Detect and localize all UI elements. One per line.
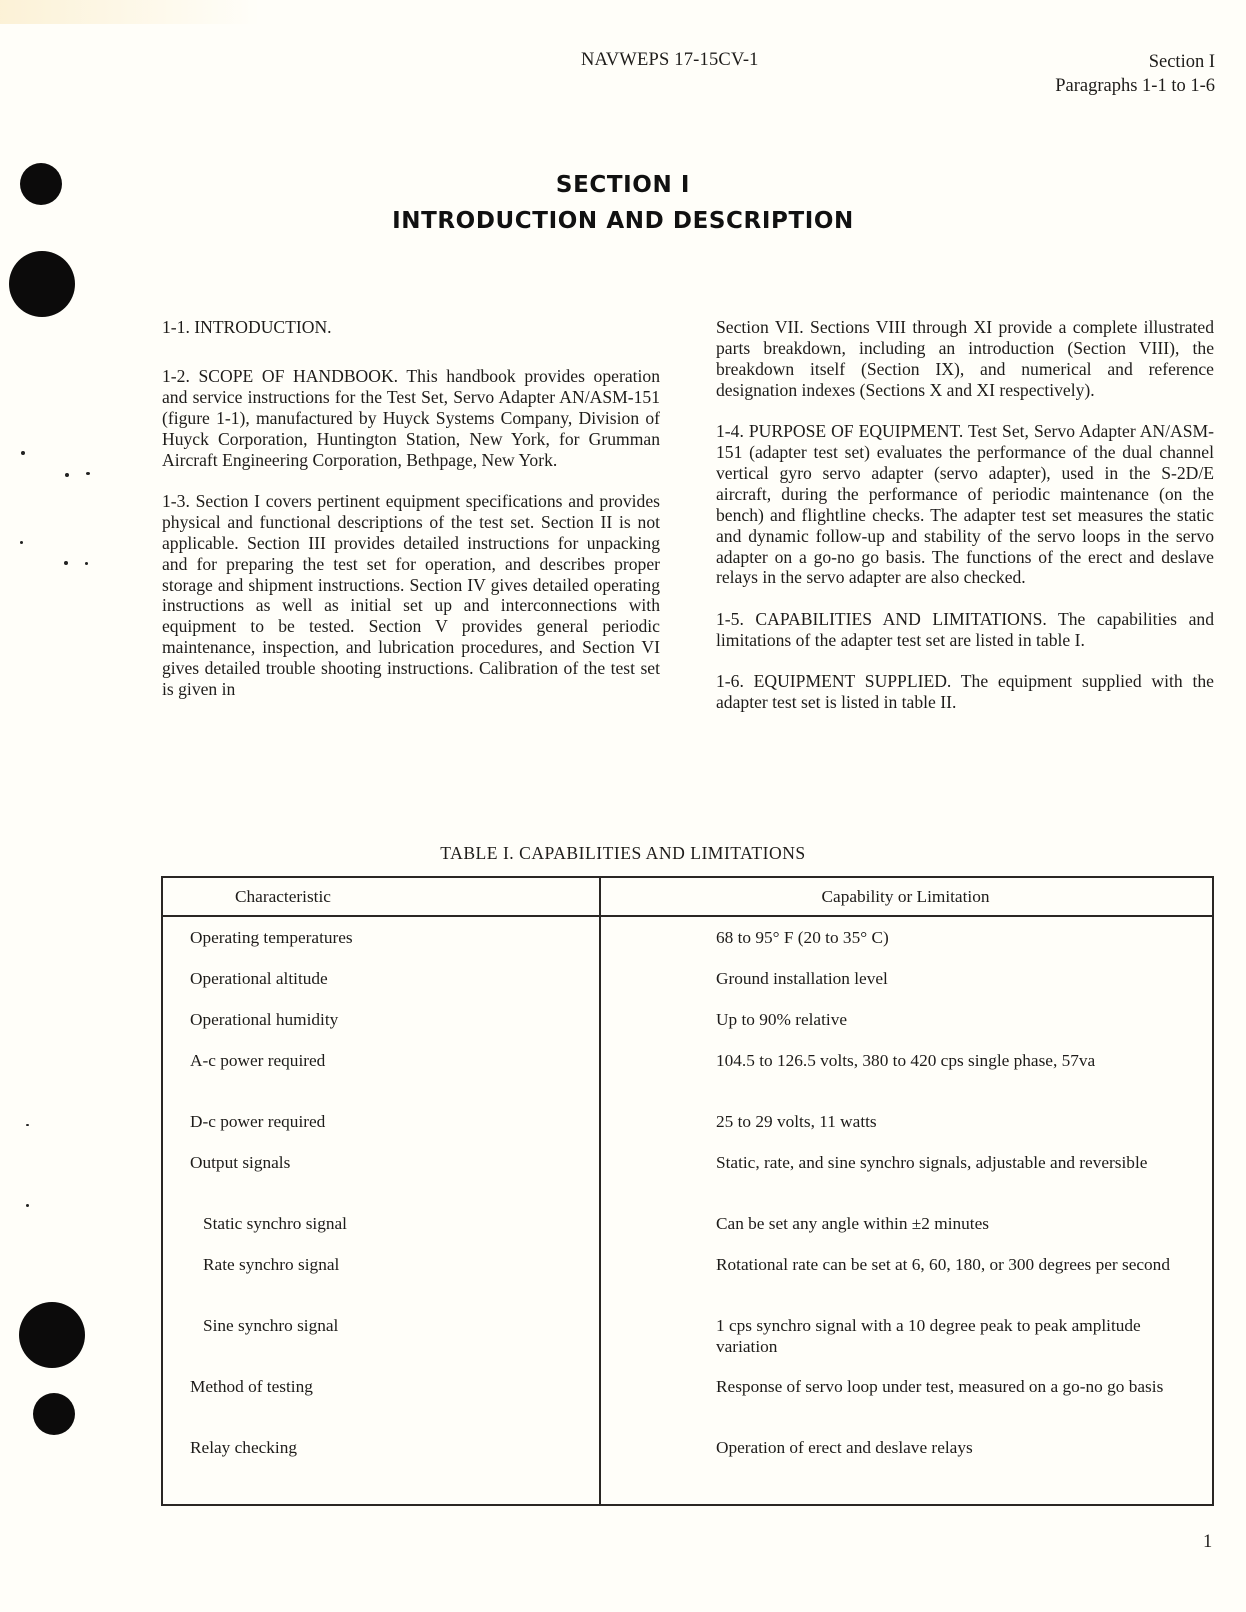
characteristic-cell: Operational altitude: [190, 969, 328, 988]
characteristic-cell: Relay checking: [190, 1438, 298, 1457]
left-column: [162, 317, 660, 721]
scan-speck: [26, 1204, 29, 1207]
capabilities-table: [161, 876, 1214, 1506]
section-reference: [1055, 50, 1215, 98]
scan-speck: [21, 451, 25, 455]
characteristic-cell: Operating temperatures: [190, 928, 353, 947]
header-divider: [163, 915, 1212, 917]
capability-cell: Ground installation level: [716, 969, 888, 988]
punch-hole-4: [33, 1393, 75, 1435]
column-header-capability: Capability or Limitation: [821, 887, 990, 906]
capability-cell: Can be set any angle within ±2 minutes: [716, 1214, 989, 1233]
punch-hole-2: [9, 251, 75, 317]
punch-hole-3: [19, 1302, 85, 1368]
scan-speck: [65, 473, 69, 477]
characteristic-cell: Static synchro signal: [203, 1214, 347, 1233]
paragraph-ref: Paragraphs 1-1 to 1-6: [1055, 76, 1215, 96]
capability-cell: 68 to 95° F (20 to 35° C): [716, 928, 889, 947]
paper-tint: [0, 0, 260, 24]
characteristic-cell: A-c power required: [190, 1051, 326, 1070]
section-subtitle: INTRODUCTION AND DESCRIPTION: [392, 208, 854, 234]
capability-cell: Rotational rate can be set at 6, 60, 180, or 300 degrees per second: [716, 1255, 1170, 1274]
column-header-characteristic: Characteristic: [235, 887, 331, 906]
capability-cell: Up to 90% relative: [716, 1010, 848, 1029]
paragraph-1-6: 1-6. EQUIPMENT SUPPLIED. The equipment supplied with the adapter test set is listed in table II.: [716, 671, 1214, 713]
table-title: TABLE I. CAPABILITIES AND LIMITATIONS: [440, 843, 806, 863]
paragraph-1-3: 1-3. Section I covers pertinent equipment specifications and provides physical and functional descriptions of the test set. Section II is not applicable. Section III provides detailed instructions for unpacking and for preparing the test set for operation, and describes proper storage and shipment instructions. Section IV gives detailed operating instructions as well as initial set up and interconnections with equipment to be tested. Section V provides general periodic maintenance, inspection, and lubrication procedures, and Section VI gives detailed trouble shooting instructions. Calibration of the test set is given in: [162, 490, 660, 700]
page-number: 1: [1203, 1532, 1213, 1552]
characteristic-cell: D-c power required: [190, 1112, 326, 1131]
section-heading: SECTION I: [555, 172, 691, 198]
scan-speck: [85, 562, 88, 565]
right-column: [716, 317, 1214, 734]
scan-speck: [86, 472, 90, 475]
capability-cell: Response of servo loop under test, measured on a go-no go basis: [716, 1377, 1164, 1396]
scan-speck: [26, 1124, 29, 1126]
section-ref: Section I: [1148, 52, 1215, 72]
characteristic-cell: Rate synchro signal: [203, 1255, 340, 1274]
document-number: NAVWEPS 17-15CV-1: [581, 50, 759, 70]
characteristic-cell: Operational humidity: [190, 1010, 339, 1029]
paragraph-1-5: 1-5. CAPABILITIES AND LIMITATIONS. The capabilities and limitations of the adapter test set are listed in table I.: [716, 608, 1214, 650]
capability-cell: 25 to 29 volts, 11 watts: [716, 1112, 877, 1131]
scan-speck: [20, 541, 23, 544]
capability-cell: 1 cps synchro signal with a 10 degree peak to peak amplitude variation: [716, 1316, 1141, 1356]
capability-cell: Static, rate, and sine synchro signals, adjustable and reversible: [716, 1153, 1148, 1172]
characteristic-cell: Method of testing: [190, 1377, 313, 1396]
capability-cell: Operation of erect and deslave relays: [716, 1438, 973, 1457]
paragraph-1-4: 1-4. PURPOSE OF EQUIPMENT. Test Set, Servo Adapter AN/ASM-151 (adapter test set) evaluates the performance of the dual channel vertical gyro servo adapter (servo adapter), used in the S-2D/E aircraft, during the performance of periodic maintenance (on the bench) and flightline checks. The adapter test set measures the static and dynamic follow-up and stability of the servo loops in the servo adapter on a go-no go basis. The functions of the erect and deslave relays in the servo adapter are also checked.: [716, 421, 1214, 588]
characteristic-cell: Output signals: [190, 1153, 291, 1172]
paragraph-1-1: 1-1. INTRODUCTION.: [162, 317, 332, 337]
characteristic-cell: Sine synchro signal: [203, 1316, 339, 1335]
paragraph-1-3-continued: Section VII. Sections VIII through XI provide a complete illustrated parts breakdown, including an introduction (Section VIII), the breakdown itself (Section IX), and numerical and reference designation indexes (Sections X and XI respectively).: [716, 317, 1214, 400]
column-divider: [599, 878, 601, 1504]
scan-speck: [64, 561, 68, 565]
capability-cell: 104.5 to 126.5 volts, 380 to 420 cps single phase, 57va: [716, 1051, 1096, 1070]
paragraph-1-2: 1-2. SCOPE OF HANDBOOK. This handbook provides operation and service instructions for the Test Set, Servo Adapter AN/ASM-151 (figure 1-1), manufactured by Huyck Systems Company, Division of Huyck Corporation, Huntington Station, New York, for Grumman Aircraft Engineering Corporation, Bethpage, New York.: [162, 365, 660, 470]
